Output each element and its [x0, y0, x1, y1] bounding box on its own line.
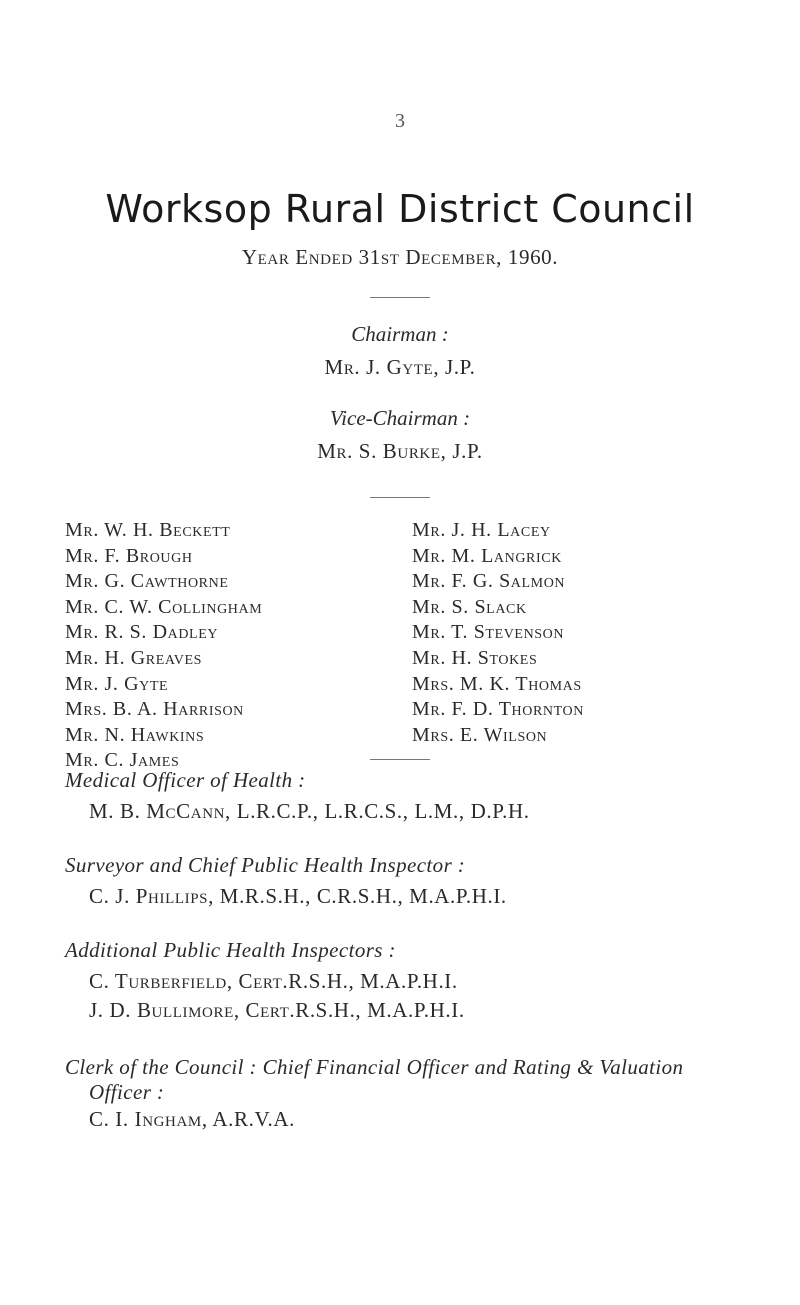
member-name: Mr. C. James: [65, 749, 180, 772]
member-name: Mr. H. Stokes: [412, 646, 538, 669]
member-name: Mr. R. S. Dadley: [65, 621, 219, 644]
member-name: Mrs. B. A. Harrison: [65, 698, 244, 721]
inspector-name: J. D. Bullimore, Cert.R.S.H., M.A.P.H.I.: [89, 998, 465, 1022]
report-subtitle: Year Ended 31st December, 1960.: [241, 245, 559, 269]
medical-officer-label: Medical Officer of Health :: [65, 768, 306, 792]
surveyor-label: Surveyor and Chief Public Health Inspector :: [65, 853, 466, 877]
divider-rule: [370, 759, 430, 760]
inspector-name: C. Turberfield, Cert.R.S.H., M.A.P.H.I.: [89, 969, 458, 993]
clerk-label-continued: Officer :: [89, 1080, 165, 1104]
member-name: Mr. H. Greaves: [65, 646, 203, 669]
member-name: Mr. S. Slack: [412, 595, 527, 618]
member-name: Mr. F. G. Salmon: [412, 570, 566, 593]
members-list-right: [412, 518, 584, 748]
vice-chairman-label: Vice-Chairman :: [329, 406, 471, 430]
vice-chairman-name: Mr. S. Burke, J.P.: [317, 439, 483, 463]
members-list-left: [65, 518, 262, 774]
member-name: Mr. F. D. Thornton: [412, 698, 584, 721]
member-name: Mrs. M. K. Thomas: [412, 672, 582, 695]
clerk-label: Clerk of the Council : Chief Financial Officer and Rating & Valuation: [65, 1055, 684, 1079]
member-name: Mr. N. Hawkins: [65, 723, 205, 746]
chairman-name: Mr. J. Gyte, J.P.: [324, 355, 476, 379]
chairman-label: Chairman :: [351, 322, 449, 346]
page-number: 3: [395, 110, 405, 132]
divider-rule: [370, 297, 430, 298]
medical-officer-name: M. B. McCann, L.R.C.P., L.R.C.S., L.M., D.P.H.: [89, 799, 530, 823]
member-name: Mr. J. H. Lacey: [412, 519, 551, 541]
member-name: Mr. T. Stevenson: [412, 621, 565, 644]
clerk-name: C. I. Ingham, A.R.V.A.: [89, 1107, 295, 1131]
divider-rule: [370, 497, 430, 498]
member-name: Mrs. E. Wilson: [412, 723, 548, 746]
member-name: Mr. C. W. Collingham: [65, 595, 263, 618]
medical-officer-section: [65, 768, 530, 824]
member-name: Mr. F. Brough: [65, 544, 193, 567]
additional-inspectors-label: Additional Public Health Inspectors :: [65, 938, 396, 962]
additional-inspectors-section: [65, 938, 465, 1023]
surveyor-name: C. J. Phillips, M.R.S.H., C.R.S.H., M.A.P.H.I.: [89, 884, 507, 908]
member-name: Mr. W. H. Beckett: [65, 519, 231, 541]
member-name: Mr. M. Langrick: [412, 544, 562, 567]
clerk-section: [65, 1055, 683, 1132]
page-title: Worksop Rural District Council: [105, 187, 695, 231]
member-name: Mr. J. Gyte: [65, 672, 169, 695]
surveyor-section: [65, 853, 507, 909]
member-name: Mr. G. Cawthorne: [65, 570, 229, 593]
